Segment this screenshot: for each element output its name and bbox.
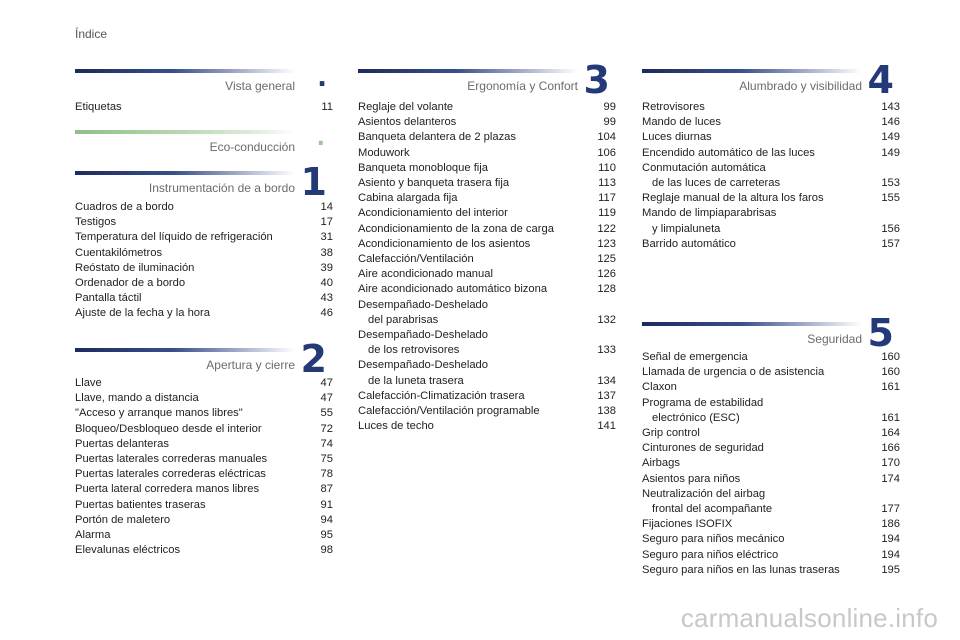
entry-title	[75, 246, 162, 261]
entry-title	[642, 146, 815, 161]
entry-title-text: Puertas laterales correderas eléctricas	[75, 468, 266, 481]
chapter-number: .	[317, 63, 327, 93]
toc-entry[interactable]	[358, 298, 616, 328]
section-bar	[75, 348, 295, 352]
toc-entry[interactable]	[75, 230, 333, 245]
entry-page-number: 128	[597, 283, 616, 296]
section-bar	[75, 130, 295, 134]
entry-title	[358, 389, 525, 404]
entry-title-text: Ordenador de a bordo	[75, 277, 186, 290]
entry-page-number: 43	[320, 292, 333, 305]
entry-title	[75, 200, 174, 215]
entry-page-number: 55	[320, 407, 333, 420]
entry-page-number: 38	[320, 246, 333, 259]
entry-title-text: Barrido automático	[642, 237, 736, 250]
toc-entry[interactable]	[642, 487, 900, 517]
entry-page-number: 160	[881, 351, 900, 363]
entry-title-text: Bloqueo/Desbloqueo desde el interior	[75, 422, 262, 435]
entry-title	[75, 261, 194, 276]
entry-title	[358, 115, 456, 130]
toc-entry[interactable]	[358, 419, 616, 434]
entry-page-number: 122	[597, 222, 616, 235]
toc-entry[interactable]	[75, 391, 333, 406]
entry-title-text: "Acceso y arranque manos libres"	[75, 407, 243, 420]
entry-title-text: Desempañado-Deshelado	[358, 359, 488, 372]
entry-title	[358, 237, 530, 252]
section-bar	[358, 69, 578, 73]
entry-title-text: Puertas delanteras	[75, 437, 169, 450]
toc-entry[interactable]	[358, 267, 616, 282]
entry-page-number: 113	[598, 177, 616, 190]
entry-title	[75, 230, 273, 245]
section-header	[75, 160, 333, 204]
toc-entry[interactable]	[75, 513, 333, 528]
section-bar	[642, 322, 862, 326]
section-instrumentacion	[75, 160, 333, 322]
entry-title-continuation: de las luces de carreteras	[652, 177, 781, 190]
toc-entry[interactable]	[358, 130, 616, 145]
entry-title-text: Portón de maletero	[75, 513, 171, 526]
entry-title	[358, 161, 488, 176]
entry-title-text: Asientos para niños	[642, 472, 741, 485]
toc-entry[interactable]	[642, 161, 900, 191]
entry-title-text: Seguro para niños mecánico	[642, 533, 785, 546]
section-eco-conduccion	[75, 126, 333, 154]
entry-title-text: Mando de luces	[642, 116, 721, 129]
section-header	[642, 58, 900, 102]
entry-list	[642, 350, 900, 578]
entry-title	[75, 276, 185, 291]
entry-title-text: Cuentakilómetros	[75, 246, 163, 259]
entry-page-number: 141	[597, 420, 616, 433]
entry-title-text: Reglaje del volante	[358, 101, 454, 113]
entry-page-number: 119	[598, 207, 616, 220]
toc-entry[interactable]	[358, 206, 616, 221]
section-header	[642, 311, 900, 355]
toc-entry[interactable]	[358, 161, 616, 176]
entry-page-number: 11	[321, 101, 333, 113]
toc-entry[interactable]	[642, 115, 900, 130]
entry-title	[358, 358, 488, 388]
entry-title-text: Conmutación automática	[642, 161, 766, 174]
toc-entry[interactable]	[75, 376, 333, 391]
entry-title	[642, 441, 764, 456]
entry-title	[642, 100, 705, 115]
toc-entry[interactable]	[75, 100, 333, 115]
entry-title	[75, 482, 259, 497]
entry-title	[358, 404, 540, 419]
entry-title-text: Seguro para niños en las lunas traseras	[642, 563, 840, 576]
entry-list	[642, 100, 900, 252]
toc-entry[interactable]	[642, 532, 900, 547]
entry-page-number: 133	[597, 344, 616, 357]
entry-title-text: Pantalla táctil	[75, 292, 142, 305]
section-header	[75, 337, 333, 381]
entry-title-text: Reóstato de iluminación	[75, 261, 195, 274]
entry-title-text: Elevalunas eléctricos	[75, 544, 181, 557]
toc-entry[interactable]	[75, 437, 333, 452]
entry-page-number: 160	[881, 366, 900, 379]
entry-title-text: Mando de limpiaparabrisas	[642, 207, 777, 220]
toc-entry[interactable]	[642, 380, 900, 395]
chapter-number: 5	[867, 311, 894, 355]
entry-title	[75, 543, 180, 558]
entry-title-text: Etiquetas	[75, 101, 122, 113]
entry-page-number: 99	[603, 116, 616, 129]
entry-page-number: 99	[603, 101, 616, 113]
entry-page-number: 143	[881, 101, 900, 113]
entry-title	[642, 396, 763, 426]
entry-title-continuation: frontal del acompañante	[652, 503, 773, 516]
toc-entry[interactable]	[642, 365, 900, 380]
toc-entry[interactable]	[75, 215, 333, 230]
entry-title-continuation: y limpialuneta	[652, 222, 721, 235]
toc-entry[interactable]	[358, 404, 616, 419]
entry-title-text: Desempañado-Deshelado	[358, 298, 488, 311]
toc-entry[interactable]	[358, 328, 616, 358]
toc-entry[interactable]	[642, 548, 900, 563]
entry-title	[75, 528, 110, 543]
toc-entry[interactable]	[358, 176, 616, 191]
entry-page-number: 95	[320, 529, 333, 542]
entry-title-text: Señal de emergencia	[642, 351, 748, 363]
entry-title	[75, 291, 142, 306]
entry-title	[75, 422, 262, 437]
entry-title-text: Calefacción-Climatización trasera	[358, 389, 525, 402]
entry-title-text: Calefacción/Ventilación	[358, 253, 474, 266]
section-bar	[75, 171, 295, 175]
entry-title	[642, 130, 712, 145]
entry-page-number: 31	[320, 231, 333, 244]
toc-entry[interactable]	[75, 261, 333, 276]
entry-page-number: 98	[320, 544, 333, 557]
entry-title	[642, 517, 732, 532]
entry-page-number: 74	[320, 437, 333, 450]
entry-title-text: Reglaje manual de la altura los faros	[642, 192, 824, 205]
entry-list	[75, 376, 333, 558]
entry-title-text: Retrovisores	[642, 101, 705, 113]
entry-page-number: 78	[320, 468, 333, 481]
chapter-number: 3	[583, 58, 610, 102]
entry-title	[75, 498, 206, 513]
toc-entry[interactable]	[75, 306, 333, 321]
entry-page-number: 138	[597, 405, 616, 418]
toc-entry[interactable]	[358, 146, 616, 161]
entry-page-number: 72	[320, 422, 333, 435]
section-header	[75, 63, 333, 93]
toc-entry[interactable]	[358, 358, 616, 388]
toc-entry[interactable]	[358, 252, 616, 267]
entry-title	[358, 267, 493, 282]
entry-title	[642, 472, 740, 487]
entry-title-continuation: del parabrisas	[368, 313, 439, 326]
entry-title	[642, 206, 776, 236]
toc-entry[interactable]	[75, 246, 333, 261]
entry-list	[75, 200, 333, 322]
toc-entry[interactable]	[75, 422, 333, 437]
entry-title-text: Asiento y banqueta trasera fija	[358, 177, 510, 190]
watermark: carmanualsonline.info	[680, 603, 938, 633]
entry-page-number: 166	[881, 442, 900, 455]
entry-page-number: 47	[320, 377, 333, 389]
entry-page-number: 161	[881, 381, 900, 394]
entry-title	[358, 328, 488, 358]
entry-title	[642, 563, 840, 578]
chapter-number: 2	[300, 337, 327, 381]
entry-title	[358, 252, 474, 267]
toc-entry[interactable]	[75, 291, 333, 306]
section-title: Eco-conducción	[209, 140, 295, 154]
entry-page-number: 39	[320, 261, 333, 274]
toc-entry[interactable]	[75, 543, 333, 558]
entry-page-number: 126	[597, 268, 616, 281]
toc-entry[interactable]	[75, 528, 333, 543]
entry-page-number: 164	[881, 427, 900, 440]
section-apertura-cierre	[75, 337, 333, 558]
entry-title	[642, 365, 824, 380]
entry-title-text: Puertas batientes traseras	[75, 498, 206, 511]
chapter-number: 1	[300, 160, 327, 204]
entry-title-continuation: de la luneta trasera	[368, 374, 464, 387]
entry-title	[75, 376, 102, 391]
entry-list	[75, 100, 333, 115]
entry-title-text: Puerta lateral corredera manos libres	[75, 483, 260, 496]
entry-title	[358, 130, 516, 145]
section-alumbrado-visibilidad	[642, 58, 900, 252]
toc-entry[interactable]	[75, 276, 333, 291]
chapter-number: .	[316, 126, 325, 151]
entry-title-text: Luces diurnas	[642, 131, 712, 144]
entry-title-text: Llave	[75, 377, 102, 389]
section-title: Ergonomía y Confort	[467, 79, 578, 93]
entry-title-text: Claxon	[642, 381, 677, 394]
entry-title-text: Luces de techo	[358, 420, 434, 433]
toc-entry[interactable]	[642, 206, 900, 236]
entry-title-text: Llave, mando a distancia	[75, 392, 199, 405]
entry-title-text: Puertas laterales correderas manuales	[75, 453, 268, 466]
entry-page-number: 194	[881, 548, 900, 561]
entry-page-number: 134	[597, 374, 616, 387]
entry-title	[358, 222, 554, 237]
entry-title	[75, 100, 122, 115]
entry-title	[75, 406, 243, 421]
entry-page-number: 106	[597, 146, 616, 159]
toc-entry[interactable]	[75, 452, 333, 467]
toc-entry[interactable]	[642, 563, 900, 578]
entry-title-text: Seguro para niños eléctrico	[642, 548, 779, 561]
entry-page-number: 47	[320, 392, 333, 405]
entry-title-text: Airbags	[642, 457, 680, 470]
entry-title-text: Cuadros de a bordo	[75, 201, 174, 213]
entry-title-text: Acondicionamiento del interior	[358, 207, 508, 220]
entry-page-number: 110	[598, 161, 616, 174]
entry-title-text: Acondicionamiento de la zona de carga	[358, 222, 554, 235]
section-seguridad	[642, 311, 900, 578]
toc-entry[interactable]	[642, 350, 900, 365]
entry-title	[642, 548, 778, 563]
entry-title-text: Llamada de urgencia o de asistencia	[642, 366, 825, 379]
entry-page-number: 195	[881, 563, 900, 576]
entry-title-text: Temperatura del líquido de refrigeración	[75, 231, 273, 244]
entry-page-number: 123	[597, 237, 616, 250]
entry-title	[75, 452, 267, 467]
entry-page-number: 75	[320, 453, 333, 466]
toc-entry[interactable]	[75, 200, 333, 215]
entry-page-number: 94	[320, 513, 333, 526]
entry-title-text: Moduwork	[358, 146, 410, 159]
toc-entry[interactable]	[75, 482, 333, 497]
entry-title-text: Cinturones de seguridad	[642, 442, 764, 455]
entry-title	[75, 513, 170, 528]
entry-title	[358, 146, 410, 161]
entry-page-number: 132	[597, 313, 616, 326]
entry-title-text: Banqueta monobloque fija	[358, 161, 489, 174]
entry-title-text: Asientos delanteros	[358, 116, 457, 129]
entry-title-text: Cabina alargada fija	[358, 192, 458, 205]
entry-page-number: 137	[597, 389, 616, 402]
entry-title-text: Fijaciones ISOFIX	[642, 518, 733, 531]
toc-entry[interactable]	[75, 406, 333, 421]
entry-title-text: Desempañado-Deshelado	[358, 329, 488, 342]
entry-page-number: 157	[881, 237, 900, 250]
entry-page-number: 14	[320, 201, 333, 213]
entry-title-continuation: de los retrovisores	[368, 344, 460, 357]
entry-title-text: Testigos	[75, 216, 117, 229]
entry-page-number: 87	[320, 483, 333, 496]
toc-entry[interactable]	[642, 146, 900, 161]
entry-title	[75, 467, 266, 482]
entry-title-continuation: electrónico (ESC)	[652, 411, 740, 424]
chapter-number: 4	[867, 58, 894, 102]
toc-entry[interactable]	[642, 191, 900, 206]
entry-title-text: Encendido automático de las luces	[642, 146, 815, 159]
section-bar	[642, 69, 862, 73]
entry-title	[358, 282, 547, 297]
page-title: Índice	[75, 27, 108, 41]
entry-title	[642, 237, 736, 252]
entry-title-text: Banqueta delantera de 2 plazas	[358, 131, 516, 144]
entry-page-number: 46	[320, 307, 333, 320]
entry-page-number: 155	[881, 192, 900, 205]
toc-entry[interactable]	[642, 441, 900, 456]
entry-page-number: 17	[320, 216, 333, 229]
entry-title-text: Programa de estabilidad	[642, 396, 764, 409]
entry-title	[642, 115, 721, 130]
entry-title	[75, 391, 199, 406]
entry-page-number: 170	[881, 457, 900, 470]
entry-title	[642, 191, 824, 206]
toc-entry[interactable]	[358, 237, 616, 252]
section-title: Apertura y cierre	[206, 358, 295, 372]
section-header	[358, 58, 616, 102]
entry-title-text: Aire acondicionado manual	[358, 268, 493, 281]
entry-title	[642, 380, 677, 395]
entry-page-number: 117	[598, 192, 616, 205]
toc-entry[interactable]	[642, 237, 900, 252]
entry-title	[358, 176, 509, 191]
entry-title	[358, 191, 458, 206]
toc-entry[interactable]	[358, 191, 616, 206]
toc-entry[interactable]	[642, 517, 900, 532]
toc-entry[interactable]	[642, 472, 900, 487]
entry-title-text: Alarma	[75, 529, 111, 542]
entry-title-text: Grip control	[642, 427, 700, 440]
toc-entry[interactable]	[358, 282, 616, 297]
entry-page-number: 149	[881, 146, 900, 159]
entry-title	[358, 206, 508, 221]
section-ergonomia-confort	[358, 58, 616, 434]
entry-page-number: 194	[881, 533, 900, 546]
section-title: Vista general	[225, 79, 295, 93]
entry-title	[642, 487, 772, 517]
entry-title	[75, 306, 210, 321]
entry-page-number: 161	[881, 411, 900, 424]
entry-title	[642, 426, 700, 441]
section-header	[75, 126, 333, 154]
section-title: Seguridad	[807, 332, 862, 346]
section-title: Instrumentación de a bordo	[148, 181, 295, 195]
entry-page-number: 153	[881, 177, 900, 190]
entry-title	[75, 215, 116, 230]
entry-title-text: Neutralización del airbag	[642, 487, 766, 500]
entry-title	[358, 100, 453, 115]
entry-title	[642, 532, 784, 547]
toc-entry[interactable]	[75, 467, 333, 482]
entry-title-text: Ajuste de la fecha y la hora	[75, 307, 210, 320]
entry-page-number: 40	[320, 277, 333, 290]
entry-page-number: 174	[881, 472, 900, 485]
toc-entry[interactable]	[642, 456, 900, 471]
toc-entry[interactable]	[358, 115, 616, 130]
section-title: Alumbrado y visibilidad	[739, 79, 862, 93]
entry-title-text: Aire acondicionado automático bizona	[358, 283, 548, 296]
entry-title-text: Acondicionamiento de los asientos	[358, 237, 531, 250]
toc-entry[interactable]	[642, 100, 900, 115]
entry-title	[75, 437, 169, 452]
toc-entry[interactable]	[642, 130, 900, 145]
entry-page-number: 149	[881, 131, 900, 144]
entry-page-number: 91	[320, 498, 333, 511]
entry-title	[642, 456, 680, 471]
entry-title	[358, 298, 488, 328]
entry-page-number: 125	[597, 253, 616, 266]
entry-page-number: 177	[881, 503, 900, 516]
section-bar	[75, 69, 295, 73]
entry-title-text: Calefacción/Ventilación programable	[358, 405, 540, 418]
toc-entry[interactable]	[358, 222, 616, 237]
entry-page-number: 186	[881, 518, 900, 531]
entry-title	[642, 350, 748, 365]
entry-title	[358, 419, 434, 434]
entry-title	[642, 161, 780, 191]
entry-list	[358, 100, 616, 434]
entry-page-number: 146	[881, 116, 900, 129]
section-vista-general	[75, 63, 333, 115]
toc-entry[interactable]	[642, 426, 900, 441]
entry-page-number: 156	[881, 222, 900, 235]
toc-entry[interactable]	[358, 389, 616, 404]
toc-entry[interactable]	[358, 100, 616, 115]
toc-entry[interactable]	[75, 498, 333, 513]
entry-page-number: 104	[597, 131, 616, 144]
toc-entry[interactable]	[642, 396, 900, 426]
